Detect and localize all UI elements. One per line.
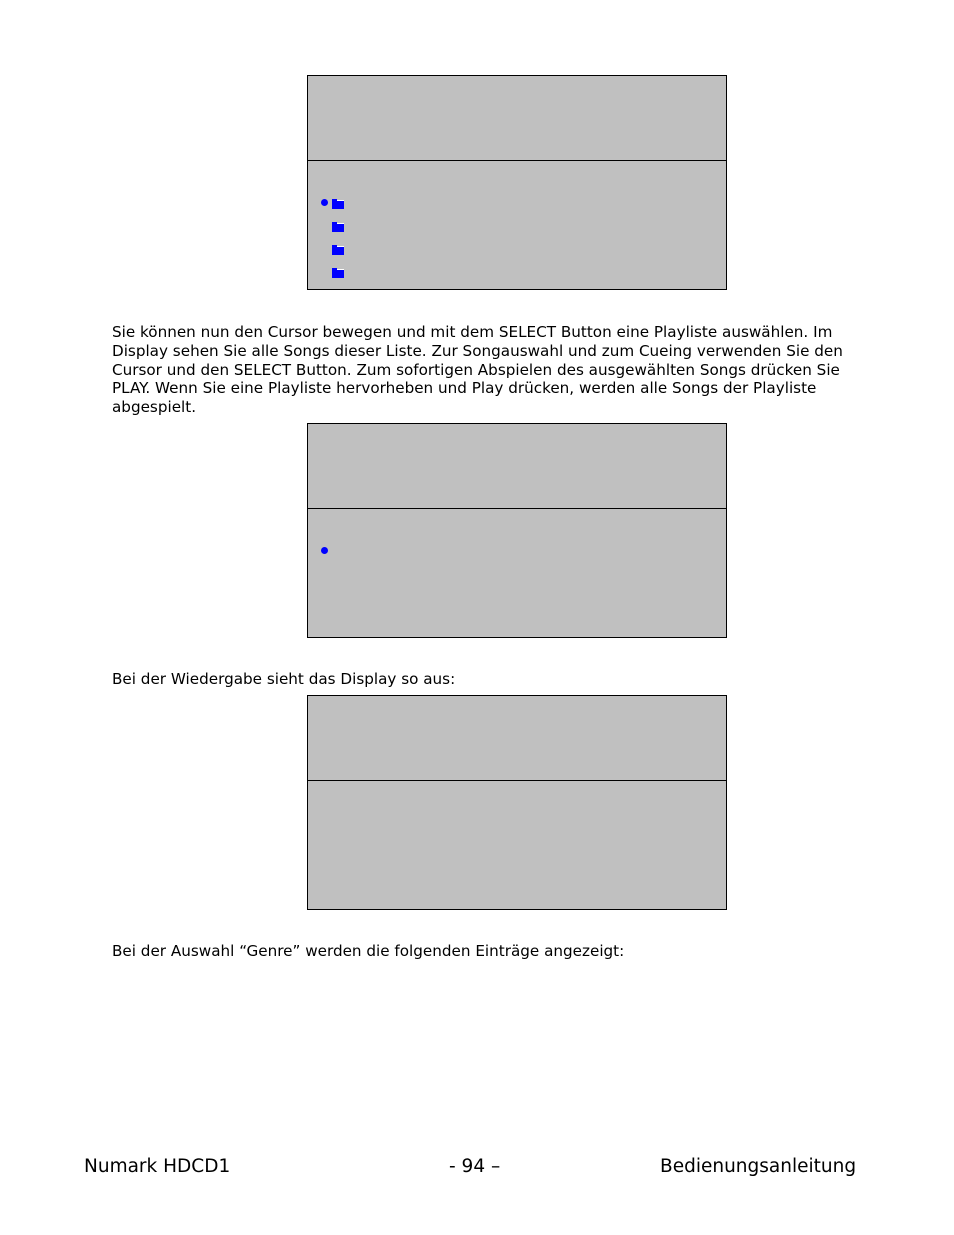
display-header-area	[308, 696, 726, 781]
folder-icon	[332, 198, 344, 209]
display-screen-songs	[307, 423, 727, 638]
display-header-area	[308, 76, 726, 161]
footer-manual-title: Bedienungsanleitung	[660, 1156, 857, 1177]
cursor-dot-icon	[321, 547, 328, 554]
paragraph-playlist-instructions: Sie können nun den Cursor bewegen und mit dem SELECT Button eine Playliste auswählen. Im Display sehen Sie alle Songs dieser Liste. Zur Songauswahl und zum Cueing verwenden Sie den Cursor und den SELECT Button. Zum sofortigen Abspielen des ausgewählten Songs drücken Sie PLAY. Wenn Sie eine Playliste hervorheben und Play drücken, werden alle Songs der Playliste abgespielt.	[112, 323, 843, 417]
display-screen-playback	[307, 695, 727, 910]
folder-icon	[332, 244, 344, 255]
display-screen-playlists	[307, 75, 727, 290]
folder-icon	[332, 221, 344, 232]
paragraph-playback: Bei der Wiedergabe sieht das Display so aus:	[112, 670, 456, 688]
footer-product-name: Numark HDCD1	[84, 1156, 231, 1177]
cursor-dot-icon	[321, 199, 328, 206]
footer-page-number: - 94 –	[449, 1156, 501, 1177]
display-header-area	[308, 424, 726, 509]
paragraph-genre: Bei der Auswahl “Genre” werden die folgenden Einträge angezeigt:	[112, 942, 625, 960]
folder-icon	[332, 267, 344, 278]
